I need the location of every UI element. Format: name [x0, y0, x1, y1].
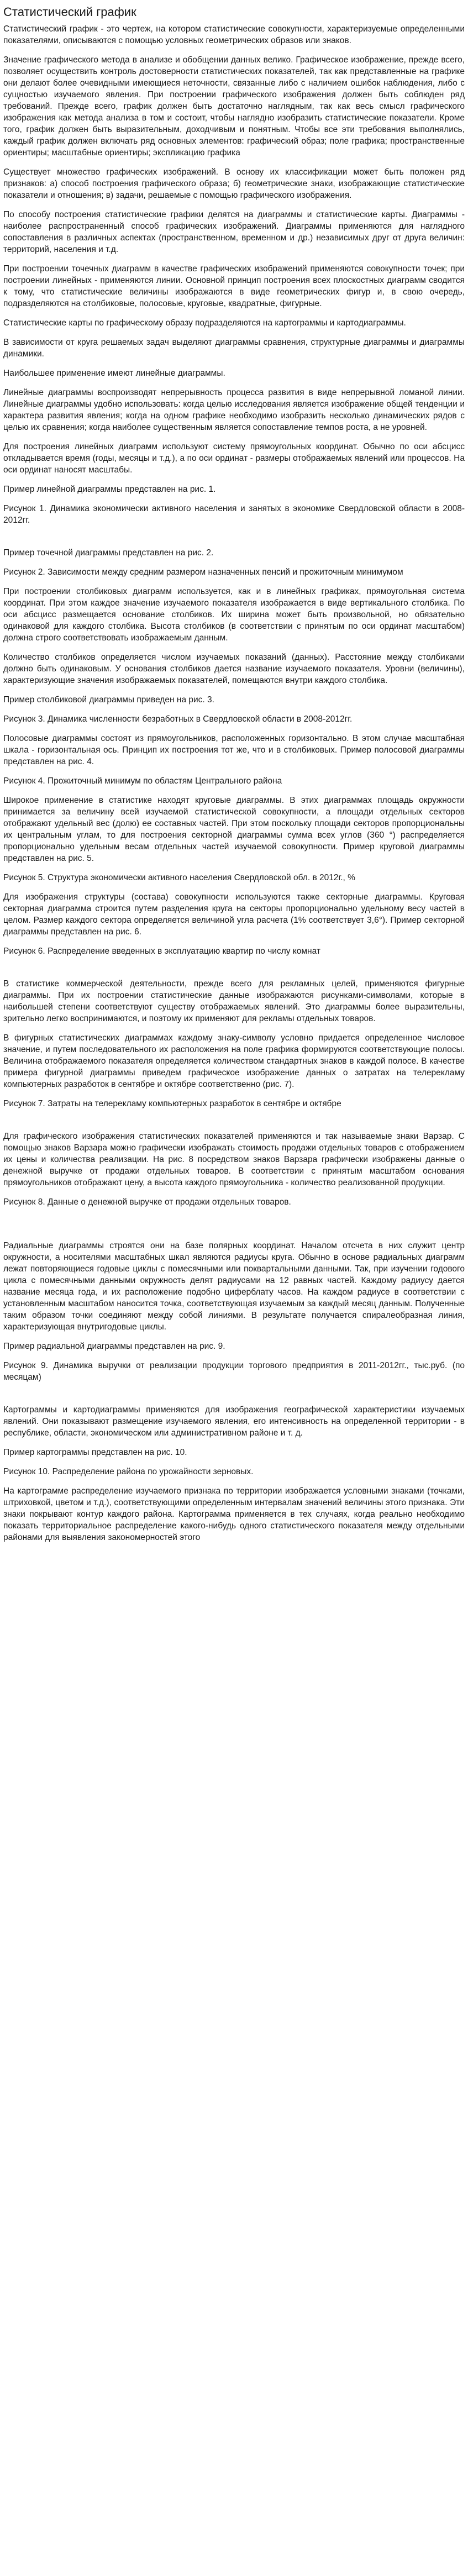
figure-caption-5: Рисунок 5. Структура экономически активного населения Свердловской обл. в 2012г., %	[3, 873, 355, 882]
paragraph-fig1-ref: Пример линейной диаграммы представлен на рис. 1.	[3, 485, 216, 494]
paragraph-fig10-ref: Пример картограммы представлен на рис. 10.	[3, 1448, 187, 1457]
paragraph-figure-symbols: В фигурных статистических диаграммах каждому знаку-символу условно придается определенное числовое значение, и путем последовательного их расположения на поле графика формируются соответствующие полосы. Величина отображаемого показателя определяется количеством стандартных знаков в каждой полосе. В качестве примера фигурной диаграммы приведем графическое изображение данных о затратах на телерекламу компьютерных разработок в сентябре и октябре соответственно (рис. 7).	[3, 1033, 465, 1089]
paragraph-figure-diagrams: В статистике коммерческой деятельности, прежде всего для рекламных целей, применяются фигурные диаграммы. При их построении статистические данные изображаются рисунками-символами, которые в наибольшей степени соответствуют существу отображаемых явлений. Это диаграммы более выразительны, зрительно легко воспринимаются, и поэтому их применяют для рекламы отдельных товаров.	[3, 979, 465, 1023]
paragraph-definition: Статистический график - это чертеж, на котором статистические совокупности, характеризуемые определенными показателями, описываются с помощью условных геометрических образов или знаков.	[3, 24, 465, 45]
paragraph-fig2-ref: Пример точечной диаграммы представлен на рис. 2.	[3, 548, 214, 558]
paragraph-classification: Существует множество графических изображений. В основу их классификации может быть положен ряд признаков: а) способ построения графического образа; б) геометрические знаки, изображающие статистические показатели и отношения; в) задачи, решаемые с помощью графического изображения.	[3, 167, 465, 200]
paragraph-line-usage: Наибольшее применение имеют линейные диаграммы.	[3, 369, 225, 378]
paragraph-stat-maps: Статистические карты по графическому образу подразделяются на картограммы и картодиаграммы.	[3, 318, 406, 328]
paragraph-graphic-method: Значение графического метода в анализе и обобщении данных велико. Графическое изображение, прежде всего, позволяет осуществить контроль достоверности статистических показателей, так как представленные на графике они делают более очевидными имеющиеся неточности, связанные либо с наличием ошибок наблюдения, либо с сущностью изучаемого явления. При построении графического изображения должен быть соблюден ряд требований. Прежде всего, график должен быть достаточно наглядным, так как весь смысл графического изображения как метода анализа в том и состоит, чтобы наглядно изобразить статистические показатели. Кроме того, график должен быть выразительным, доходчивым и понятным. Чтобы все эти требования выполнялись, каждый график должен включать ряд основных элементов: графический образ; поле графика; пространственные ориентиры; масштабные ориентиры; экспликацию графика	[3, 55, 465, 157]
figure-caption-7: Рисунок 7. Затраты на телерекламу компьютерных разработок в сентябре и октябре	[3, 1099, 341, 1108]
figure-caption-6: Рисунок 6. Распределение введенных в эксплуатацию квартир по числу комнат	[3, 947, 320, 956]
figure-caption-4: Рисунок 4. Прожиточный минимум по областям Центрального района	[3, 776, 282, 786]
paragraph-bar-count: Количество столбиков определяется числом изучаемых показаний (данных). Расстояние между столбиками должно быть одинаковым. У основания столбиков дается название изучаемого показателя. Уровни (величины), характеризующие значения изображаемых показателей, помещаются внутри каждого столбика.	[3, 653, 465, 685]
paragraph-cartogram-distribution: На картограмме распределение изучаемого признака по территории изображается условными знаками (точками, штриховкой, цветом и т.д.), соответствующими определенным интервалам значений величины этого признака. Эти знаки покрывают контур каждого района. Картограмма применяется в тех случаях, когда реально необходимо показать территориальное распределение какого-нибудь одного статистического показателя между отдельными районами для выявления закономерностей этого	[3, 1486, 465, 1542]
figure-caption-9: Рисунок 9. Динамика выручки от реализации продукции торгового предприятия в 2011-2012гг., тыс.руб. (по месяцам)	[3, 1361, 465, 1382]
paragraph-strip-diagrams: Полосовые диаграммы состоят из прямоугольников, расположенных горизонтально. В этом случае масштабная шкала - горизонтальная ось. Принцип их построения тот же, что и в столбиковых. Пример полосовой диаграммы представлен на рис. 4.	[3, 734, 465, 766]
paragraph-line-coordinates: Для построения линейных диаграмм используют систему прямоугольных координат. Обычно по оси абсцисс откладывается время (годы, месяцы и т.д.), а по оси ординат - размеры отображаемых явлений или процессов. На оси ординат наносят масштабы.	[3, 442, 465, 475]
paragraph-radial-diagrams: Радиальные диаграммы строятся они на базе полярных координат. Началом отсчета в них служит центр окружности, а носителями масштабных шкал являются радиусы круга. Обычно в основе радиальных диаграмм лежат повторяющиеся годовые циклы с помесячными или поквартальными данными. Так, при изучении годового цикла с помесячными данными окружность делят радиусами на 12 равных частей. Каждому радиусу дается название месяца года, и их расположение подобно циферблату часов. На каждом радиусе в соответствии с установленным масштабом наносится точка, соответствующая изучаемым за каждый месяц данным. Полученные таким образом точки соединяют между собой линиями. В результате получается спиралеобразная линия, характеризующая внутригодовые циклы.	[3, 1241, 465, 1332]
paragraph-bar-diagrams: При построении столбиковых диаграмм используется, как и в линейных графиках, прямоугольная система координат. При этом каждое значение изучаемого показателя изображается в виде вертикального столбика. По оси абсцисс размещается основание столбиков. Их ширина может быть произвольной, но обязательно одинаковой для каждого столбика. Высота столбиков (в соответствии с принятым по оси ординат масштабом) должна строго соответствовать изображаемым данным.	[3, 587, 465, 643]
paragraph-tasks: В зависимости от круга решаемых задач выделяют диаграммы сравнения, структурные диаграммы и диаграммы динамики.	[3, 338, 465, 359]
paragraph-sector-diagrams: Для изображения структуры (состава) совокупности используются также секторные диаграммы. Круговая секторная диаграмма строится путем разделения круга на секторы пропорционально удельному весу частей в целом. Размер каждого сектора определяется величиной угла расчета (1% соответствует 3,6°). Пример секторной диаграммы представлен на рис. 6.	[3, 892, 465, 937]
paragraph-fig9-ref: Пример радиальной диаграммы представлен на рис. 9.	[3, 1342, 225, 1351]
paragraph-line-diagrams: Линейные диаграммы воспроизводят непрерывность процесса развития в виде непрерывной ломаной линии. Линейные диаграммы удобно использовать: когда целью исследования является изображение общей тенденции и характера развития явления; когда на одном графике необходимо изобразить несколько динамических рядов с целью их сравнения; когда наиболее существенным является сопоставление темпов роста, а не уровней.	[3, 388, 465, 432]
paragraph-point-line-diagrams: При построении точечных диаграмм в качестве графических изображений применяются совокупности точек; при построении линейных - применяются линии. Основной принцип построения всех плоскостных диаграмм сводится к тому, что статистические величины изображаются в виде геометрических фигур и, в свою очередь, подразделяются на столбиковые, полосовые, круговые, квадратные, фигурные.	[3, 264, 465, 308]
paragraph-construction-method: По способу построения статистические графики делятся на диаграммы и статистические карты. Диаграммы - наиболее распространенный способ графических изображений. Диаграммы применяются для наглядного сопоставления в различных аспектах (пространственном, временном и др.) независимых друг от друга величин: территорий, населения и т.д.	[3, 210, 465, 254]
figure-caption-2: Рисунок 2. Зависимости между средним размером назначенных пенсий и прожиточным минимумом	[3, 567, 403, 577]
paragraph-pie-diagrams: Широкое применение в статистике находят круговые диаграммы. В этих диаграммах площадь окружности принимается за величину всей изучаемой статистической совокупности, а площади отдельных секторов отображают удельный вес (долю) ее составных частей. При этом поскольку площади секторов пропорциональны их центральным углам, то для построения секторной диаграммы сумма всех углов (360 °) распределяется пропорционально удельным весам отдельных частей изучаемой совокупности. Пример круговой диаграммы представлен на рис. 5.	[3, 796, 465, 863]
paragraph-cartograms: Картограммы и картодиаграммы применяются для изображения географической характеристики изучаемых явлений. Они показывают размещение изучаемого явления, его интенсивность на определенной территории - в республике, области, экономическом или административном районе и т. д.	[3, 1405, 465, 1438]
figure-caption-3: Рисунок 3. Динамика численности безработных в Свердловской области в 2008-2012гг.	[3, 714, 353, 724]
paragraph-fig3-ref: Пример столбиковой диаграммы приведен на рис. 3.	[3, 695, 214, 705]
article-body	[3, 23, 465, 1543]
page-title: Статистический график	[3, 5, 136, 19]
figure-caption-1: Рисунок 1. Динамика экономически активного населения и занятых в экономике Свердловской области в 2008-2012гг.	[3, 504, 465, 525]
figure-caption-8: Рисунок 8. Данные о денежной выручке от продажи отдельных товаров.	[3, 1197, 291, 1207]
figure-caption-10: Рисунок 10. Распределение района по урожайности зерновых.	[3, 1467, 254, 1476]
paragraph-varzar-signs: Для графического изображения статистических показателей применяются и так называемые знаки Варзар. С помощью знаков Варзара можно графически изображать стоимость продажи отдельных товаров с отображением их цены и количества реализации. На рис. 8 посредством знаков Варзара графически изображены данные о денежной выручке от продажи отдельных товаров. В соответствии с принятым масштабом основания прямоугольников отображают цену, а высота каждого прямоугольника - количество реализованной продукции.	[3, 1132, 465, 1187]
